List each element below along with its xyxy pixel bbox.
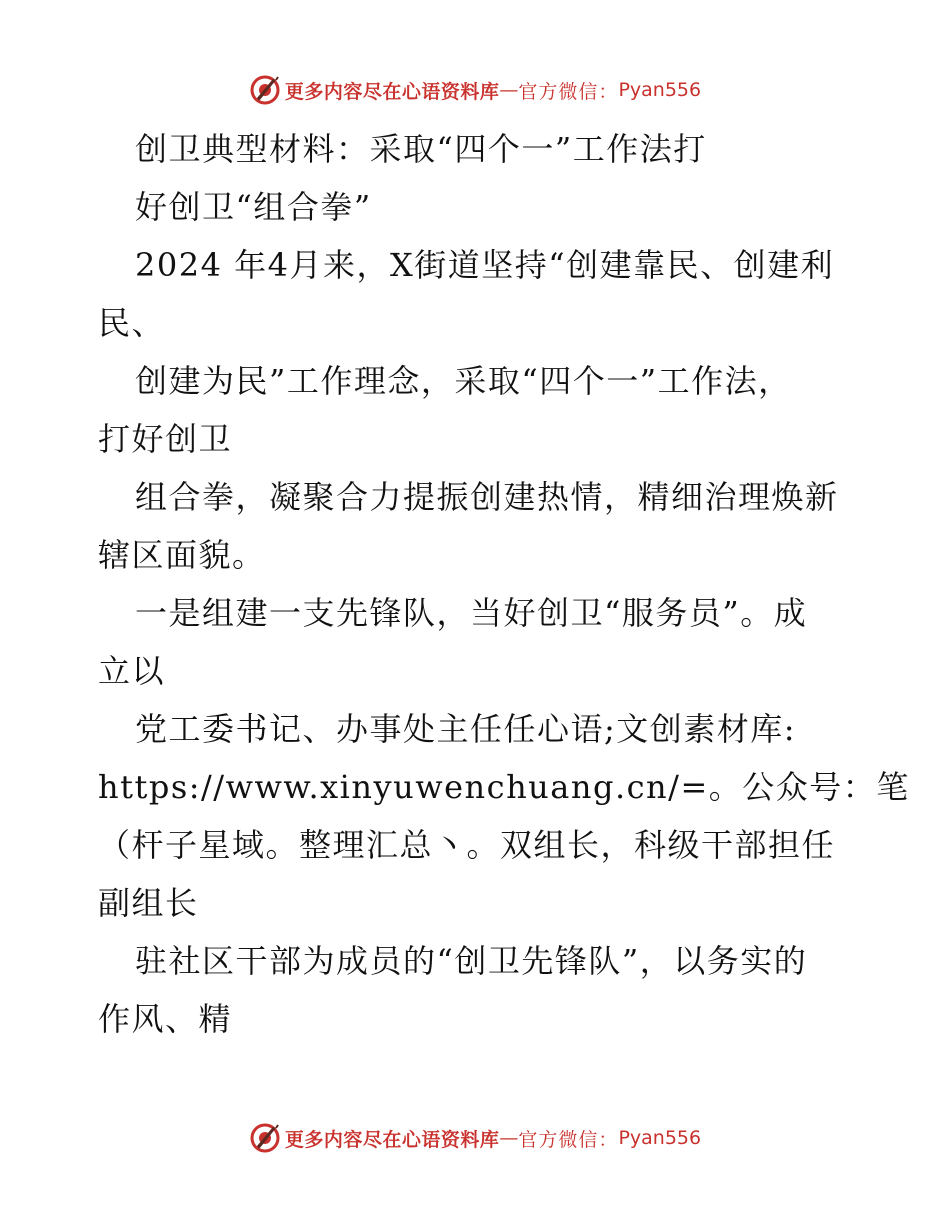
text-line: 一是组建一支先锋队，当好创卫“服务员”。成 — [135, 594, 808, 632]
text-line: 创卫典型材料：采取“四个一”工作法打 — [135, 130, 707, 168]
text-line: 好创卫“组合拳” — [135, 188, 372, 226]
header-dash: — — [499, 79, 519, 101]
text-line: 立以 — [98, 652, 166, 690]
text-line: 2024 年4月来，X街道坚持“创建靠民、创建利 — [135, 246, 835, 284]
footer-wechat-label: 官方微信： — [518, 1128, 619, 1151]
text-line: 辖区面貌。 — [98, 536, 266, 574]
quill-logo-icon — [249, 1122, 281, 1154]
text-line: 民、 — [98, 304, 166, 342]
text-line: 党工委书记、办事处主任任心语;文创素材库: — [135, 710, 797, 748]
document-body — [98, 120, 910, 1048]
header-wechat-label: 官方微信： — [518, 80, 619, 103]
text-line: 驻社区干部为成员的“创卫先锋队”，以务实的 — [135, 942, 808, 980]
text-line: 副组长 — [98, 884, 199, 922]
text-line: 组合拳，凝聚合力提振创建热情，精细治理焕新 — [135, 478, 839, 516]
text-line: 创建为民”工作理念，采取“四个一”工作法， — [135, 362, 792, 400]
text-line: （杆子星域。整理汇总丶。双组长，科级干部担任 — [98, 826, 836, 864]
header-banner — [0, 70, 950, 110]
footer-text: 更多内容尽在心语资料库 — [284, 1128, 500, 1151]
text-line: 打好创卫 — [98, 420, 233, 458]
text-line: 作风、精 — [98, 1000, 233, 1038]
text-line: https://www.xinyuwenchuang.cn/=。公众号：笔 — [98, 768, 910, 806]
header-text: 更多内容尽在心语资料库 — [284, 80, 500, 103]
quill-logo-icon — [249, 74, 281, 106]
footer-banner — [0, 1118, 950, 1158]
footer-dash: — — [499, 1127, 519, 1149]
header-wechat-handle: Pyan556 — [618, 79, 702, 101]
footer-wechat-handle: Pyan556 — [618, 1127, 702, 1149]
